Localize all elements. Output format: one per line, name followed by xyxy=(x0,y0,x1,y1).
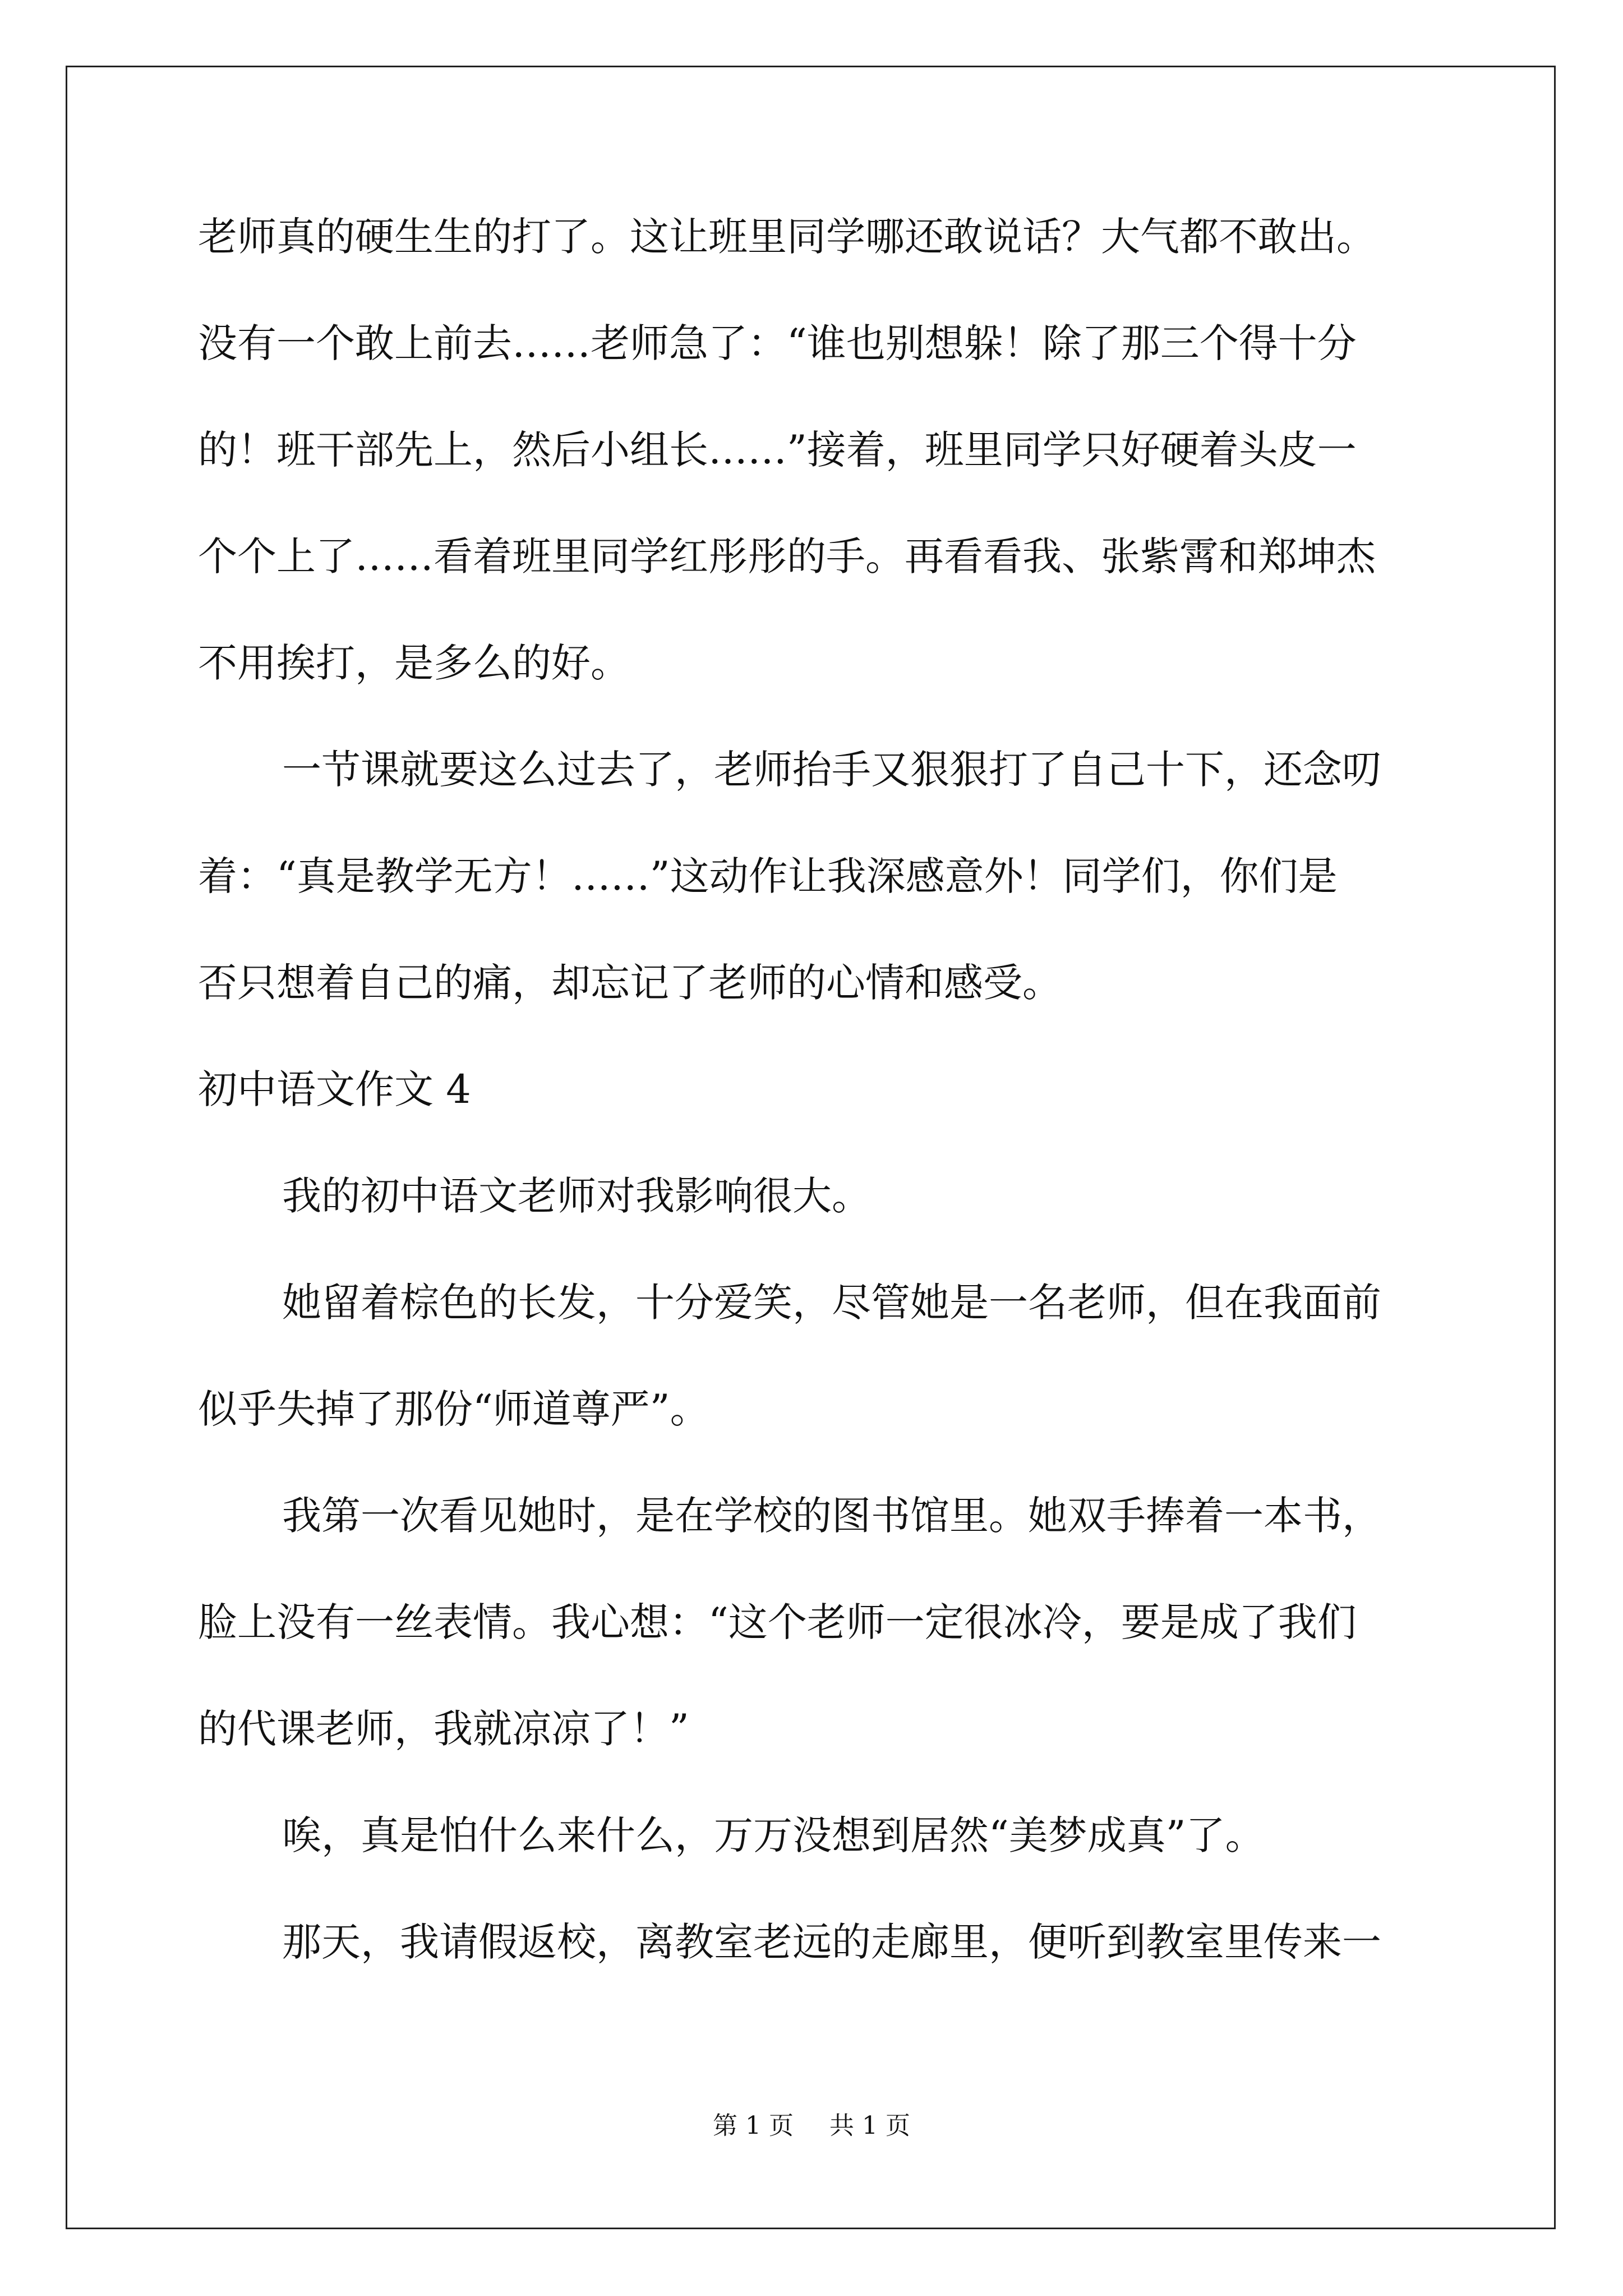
text-line: 着：“真是教学无方！……”这动作让我深感意外！同学们，你们是 xyxy=(198,853,1338,899)
text-line: 脸上没有一丝表情。我心想：“这个老师一定很冰冷，要是成了我们 xyxy=(198,1599,1357,1645)
document-body xyxy=(198,209,1432,2021)
text-line: 的！班干部先上，然后小组长……”接着，班里同学只好硬着头皮一 xyxy=(198,427,1357,473)
paragraph-start: 我第一次看见她时，是在学校的图书馆里。她双手捧着一本书， xyxy=(282,1493,1381,1539)
paragraph-start: 那天，我请假返校，离教室老远的走廊里，便听到教室里传来一 xyxy=(282,1919,1381,1965)
page-total: 共 1 页 xyxy=(829,2111,910,2140)
section-heading: 初中语文作文 4 xyxy=(198,1066,471,1112)
text-line: 否只想着自己的痛，却忘记了老师的心情和感受。 xyxy=(198,960,1062,1006)
paragraph-start: 唉，真是怕什么来什么，万万没想到居然“美梦成真”了。 xyxy=(282,1812,1265,1858)
text-line: 似乎失掉了那份“师道尊严”。 xyxy=(198,1386,709,1432)
paragraph-start: 我的初中语文老师对我影响很大。 xyxy=(282,1173,871,1219)
text-line: 没有一个敢上前去……老师急了：“谁也别想躲！除了那三个得十分 xyxy=(198,320,1357,366)
page-footer xyxy=(0,2105,1623,2141)
text-line: 个个上了……看着班里同学红彤彤的手。再看看我、张紫霄和郑坤杰 xyxy=(198,533,1376,579)
text-line: 的代课老师，我就凉凉了！” xyxy=(198,1706,689,1752)
paragraph-start: 一节课就要这么过去了，老师抬手又狠狠打了自己十下，还念叨 xyxy=(282,747,1381,793)
paragraph-start: 她留着棕色的长发，十分爱笑，尽管她是一名老师，但在我面前 xyxy=(282,1280,1381,1326)
text-line: 不用挨打，是多么的好。 xyxy=(198,640,630,686)
text-line: 老师真的硬生生的打了。这让班里同学哪还敢说话？大气都不敢出。 xyxy=(198,214,1376,260)
page-number: 第 1 页 xyxy=(713,2111,794,2140)
